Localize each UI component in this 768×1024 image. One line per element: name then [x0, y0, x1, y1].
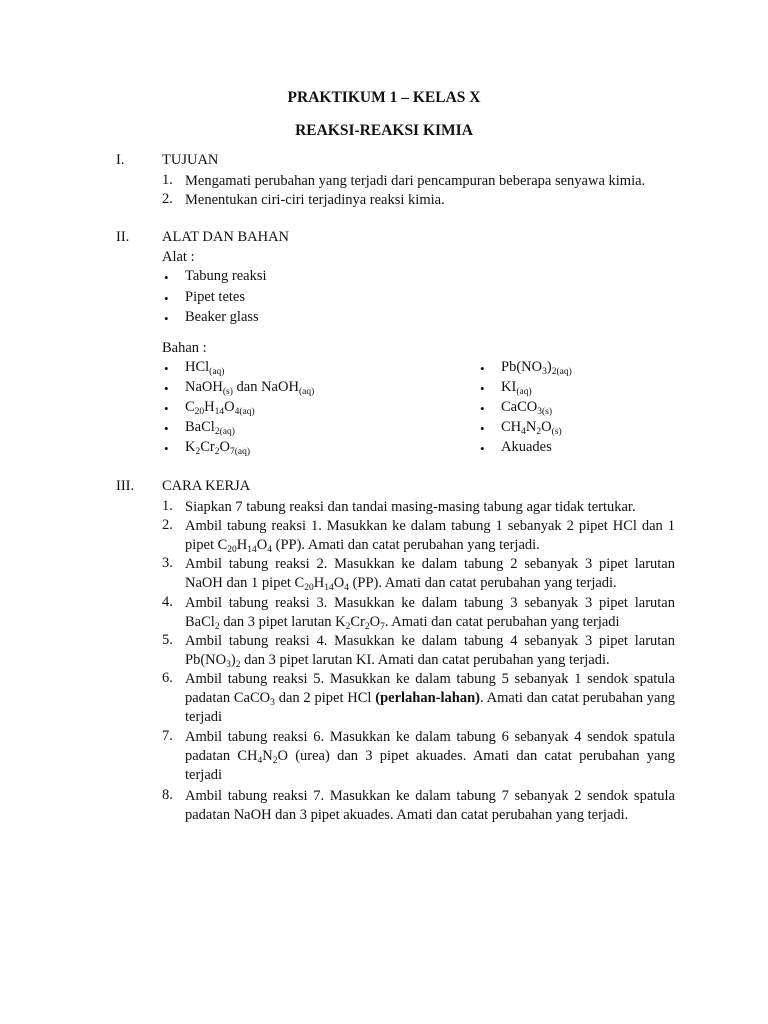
list-item: Ambil tabung reaksi 1. Masukkan ke dalam tabung 1 sebanyak 2 pipet HCl dan 1 pipet $C_{20}H_{14}O_4$ (PP). Amati dan catat perubahan yang terjadi. [185, 518, 675, 555]
bahan-item: $KI_{(aq)}$ [501, 379, 532, 397]
list-number: 1. [162, 498, 173, 514]
alat-label: Alat : [162, 249, 195, 265]
alat-item: Pipet tetes [185, 289, 246, 305]
bullet-icon: • [480, 401, 485, 416]
bahan-item: CaCO$_{3(s)}$ [501, 399, 553, 417]
list-item: Ambil tabung reaksi 3. Masukkan ke dalam tabung 3 sebanyak 3 pipet larutan BaCl$_2$ dan 3 pipet larutan $K_2Cr_2O_7$. Amati dan catat perubahan yang terjadi [185, 595, 675, 632]
bahan-item: NaOH$_{(s)}$ dan NaOH$_{(aq)}$ [185, 379, 315, 397]
list-item: Ambil tabung reaksi 4. Masukkan ke dalam tabung 4 sebanyak 3 pipet larutan $Pb(NO_3)_2$ dan 3 pipet larutan KI. Amati dan catat perubahan yang terjadi. [185, 633, 675, 670]
list-number: 8. [162, 787, 173, 803]
bahan-item: Akuades [501, 439, 552, 455]
list-number: 5. [162, 632, 173, 648]
section-number: I. [116, 152, 125, 168]
alat-item: Beaker glass [185, 309, 259, 325]
alat-item: Tabung reaksi [185, 268, 267, 284]
bullet-icon: • [164, 291, 169, 306]
bahan-label: Bahan : [162, 340, 207, 356]
section-heading: ALAT DAN BAHAN [162, 229, 290, 245]
document-subtitle: REAKSI-REAKSI KIMIA [295, 122, 473, 139]
list-number: 2. [162, 517, 173, 533]
section-heading: TUJUAN [162, 152, 219, 168]
bullet-icon: • [164, 361, 169, 376]
list-item: Mengamati perubahan yang terjadi dari pencampuran beberapa senyawa kimia. [185, 173, 646, 189]
list-number: 6. [162, 670, 173, 686]
section-number: II. [116, 229, 130, 245]
bullet-icon: • [164, 401, 169, 416]
bullet-icon: • [164, 441, 169, 456]
bahan-item: $C_{20}H_{14}O_{4(aq)}$ [185, 399, 255, 417]
section-heading: CARA KERJA [162, 478, 251, 494]
list-number: 7. [162, 728, 173, 744]
list-item: Siapkan 7 tabung reaksi dan tandai masing-masing tabung agar tidak tertukar. [185, 499, 636, 515]
bahan-item: $CH_4N_2O_{(s)}$ [501, 419, 562, 437]
list-number: 2. [162, 191, 173, 207]
list-number: 4. [162, 594, 173, 610]
bullet-icon: • [480, 361, 485, 376]
list-number: 3. [162, 555, 173, 571]
list-number: 1. [162, 172, 173, 188]
bullet-icon: • [164, 381, 169, 396]
list-item: Ambil tabung reaksi 7. Masukkan ke dalam tabung 7 sebanyak 2 sendok spatula padatan NaOH dan 3 pipet akuades. Amati dan catat perubahan yang terjadi. [185, 788, 675, 823]
list-item: Ambil tabung reaksi 5. Masukkan ke dalam tabung 5 sebanyak 1 sendok spatula padatan CaCO$_3$ dan 2 pipet HCl (perlahan-lahan). Amati dan catat perubahan yang terjadi [185, 671, 675, 725]
section-number: III. [116, 478, 135, 494]
list-item: Menentukan ciri-ciri terjadinya reaksi kimia. [185, 192, 445, 208]
bahan-item: $K_2Cr_2O_{7(aq)}$ [185, 439, 251, 457]
bahan-item: BaCl$_{2(aq)}$ [185, 419, 235, 437]
list-item: Ambil tabung reaksi 2. Masukkan ke dalam tabung 2 sebanyak 3 pipet larutan NaOH dan 1 pipet $C_{20}H_{14}O_4$ (PP). Amati dan catat perubahan yang terjadi. [185, 556, 675, 593]
bullet-icon: • [480, 441, 485, 456]
bahan-item: $Pb(NO_3)_{2(aq)}$ [501, 359, 572, 377]
document-title: PRAKTIKUM 1 – KELAS X [287, 89, 481, 106]
bullet-icon: • [164, 421, 169, 436]
bullet-icon: • [164, 270, 169, 285]
bahan-item: HCl$_{(aq)}$ [185, 359, 225, 377]
list-item: Ambil tabung reaksi 6. Masukkan ke dalam tabung 6 sebanyak 4 sendok spatula padatan $CH_4N_2O$ (urea) dan 3 pipet akuades. Amati dan catat perubahan yang terjadi [185, 729, 675, 783]
bullet-icon: • [164, 311, 169, 326]
bullet-icon: • [480, 381, 485, 396]
bullet-icon: • [480, 421, 485, 436]
